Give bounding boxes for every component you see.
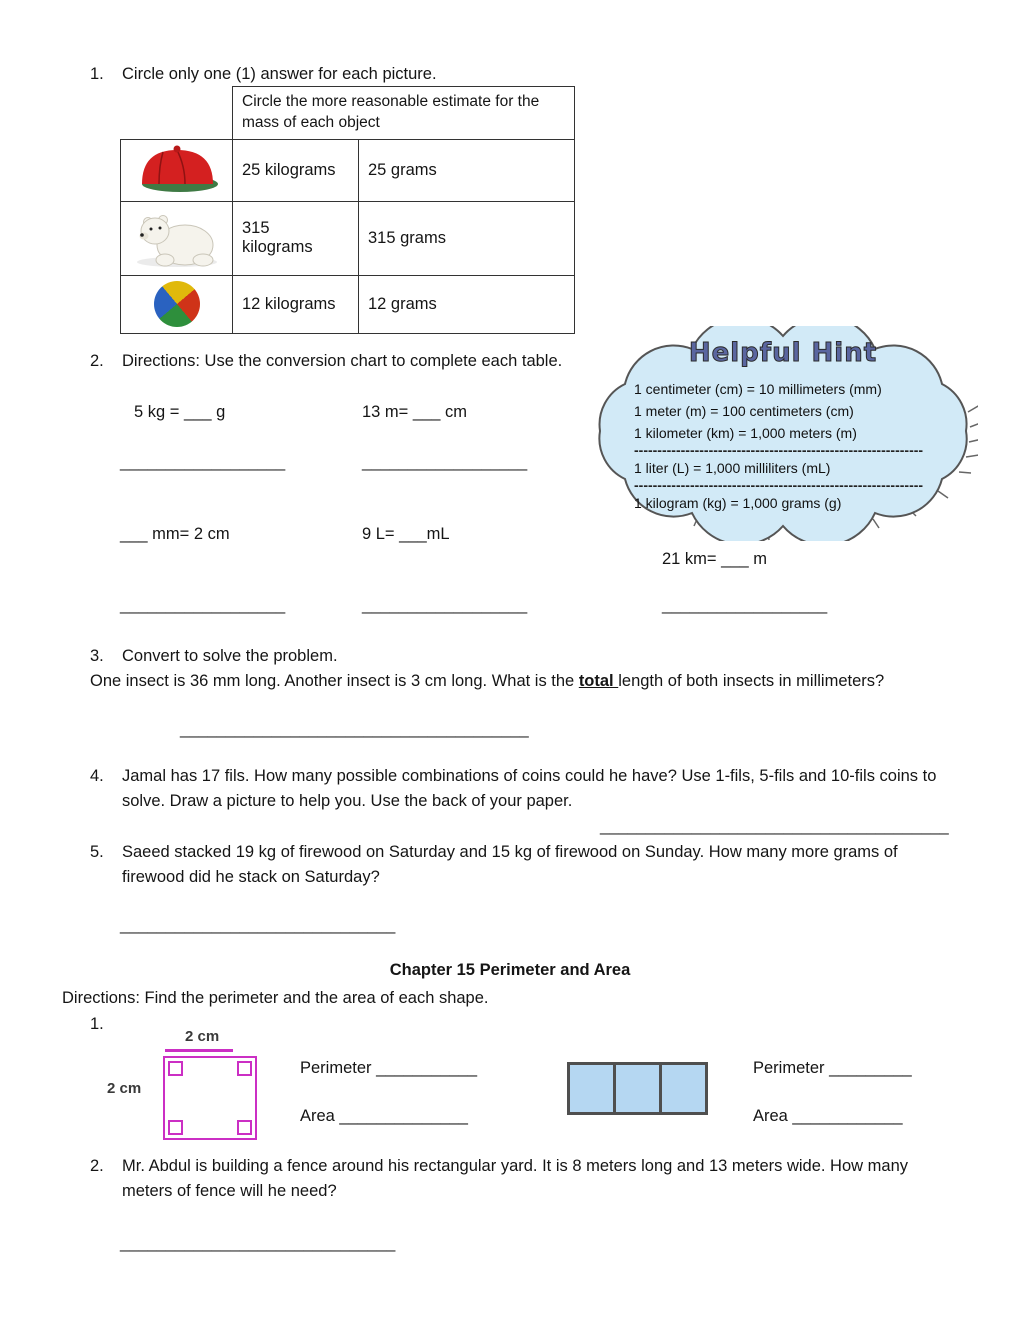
answer-blank: ______________________________________ (600, 817, 949, 835)
chapter-q2-number: 2. (90, 1157, 104, 1175)
corner-mark (237, 1061, 252, 1076)
question-1 (90, 62, 790, 87)
beach-ball-image (154, 281, 200, 327)
dashed-divider: -------------------------------------------------------------- (634, 444, 924, 457)
table-row (121, 139, 575, 201)
answer-blank: ______________________________ (120, 916, 396, 934)
chapter-directions: Directions: Find the perimeter and the area of each shape. (62, 989, 489, 1007)
helpful-hint-bubble (588, 326, 978, 541)
hint-conversion-list (634, 378, 946, 514)
chapter-item1-number: 1. (90, 1015, 104, 1033)
answer-blank: __________________ (662, 596, 828, 614)
table-image-cell (121, 139, 233, 201)
mass-option[interactable]: 25 kilograms (242, 160, 336, 179)
corner-mark (237, 1120, 252, 1135)
answer-blank: __________________ (362, 596, 528, 614)
mass-option[interactable]: 12 kilograms (242, 294, 336, 313)
hint-line: 1 kilometer (km) = 1,000 meters (m) (634, 425, 857, 441)
hint-line: 1 liter (L) = 1,000 milliliters (mL) (634, 460, 831, 476)
q2-number: 2. (90, 352, 104, 370)
conversion-eq-kg: 5 kg = ___ g (134, 403, 226, 421)
square-left-dimension: 2 cm (107, 1080, 142, 1097)
chapter-q2-text: Mr. Abdul is building a fence around his rectangular yard. It is 8 meters long and 13 meters wide. How many meters of fence will he need? (122, 1157, 908, 1200)
q5-text: Saeed stacked 19 kg of firewood on Saturday and 15 kg of firewood on Sunday. How many more grams of firewood did he stack on Saturday? (122, 843, 898, 886)
hint-title: Helpful Hint (688, 338, 878, 368)
chapter-question-2 (90, 1154, 956, 1204)
question-2 (90, 349, 578, 374)
q3-body (90, 669, 890, 694)
red-cap-image (133, 142, 221, 194)
area-label: Area ____________ (753, 1107, 903, 1125)
unit-square (613, 1062, 662, 1115)
hint-line: 1 meter (m) = 100 centimeters (cm) (634, 403, 854, 419)
hint-line: 1 kilogram (kg) = 1,000 grams (g) (634, 495, 842, 511)
answer-blank: ______________________________ (120, 1234, 396, 1252)
q5-number: 5. (90, 843, 104, 861)
mass-option[interactable]: 315 kilograms (242, 219, 313, 257)
table-row (121, 275, 575, 333)
q3-body-bold: total (578, 672, 619, 690)
q1-prompt: Circle only one (1) answer for each picture. (122, 65, 437, 83)
unit-square (659, 1062, 708, 1115)
table-empty-cell (121, 87, 233, 140)
square-shape (163, 1056, 257, 1140)
mass-estimate-table (120, 86, 575, 334)
answer-blank: __________________ (362, 453, 528, 471)
answer-blank: ______________________________________ (180, 720, 529, 738)
perimeter-label: Perimeter ___________ (300, 1059, 478, 1077)
polar-bear-image (131, 204, 223, 268)
q4-text: Jamal has 17 fils. How many possible combinations of coins could he have? Use 1-fils, 5-fils and 10-fils coins to solve. Draw a picture to help you. Use the back of your paper. (122, 767, 937, 810)
square-top-dimension: 2 cm (185, 1028, 220, 1045)
question-4 (90, 764, 956, 814)
answer-blank: __________________ (120, 596, 286, 614)
q2-prompt: Directions: Use the conversion chart to complete each table. (122, 352, 563, 370)
measure-line (165, 1049, 233, 1052)
option-cell[interactable] (359, 275, 575, 333)
option-cell[interactable] (359, 139, 575, 201)
conversion-eq-mm: ___ mm= 2 cm (120, 525, 230, 543)
mass-option[interactable]: 315 grams (368, 228, 446, 247)
option-cell[interactable] (233, 139, 359, 201)
question-3 (90, 644, 790, 669)
perimeter-label: Perimeter _________ (753, 1059, 912, 1077)
q1-number: 1. (90, 65, 104, 83)
table-header-cell: Circle the more reasonable estimate for the mass of each object (233, 87, 575, 140)
table-image-cell (121, 275, 233, 333)
chapter-title: Chapter 15 Perimeter and Area (389, 961, 631, 979)
q3-number: 3. (90, 647, 104, 665)
q4-number: 4. (90, 767, 104, 785)
q3-prompt: Convert to solve the problem. (122, 647, 338, 665)
q3-body-pre: One insect is 36 mm long. Another insect is 3 cm long. What is the (90, 672, 579, 690)
option-cell[interactable] (233, 275, 359, 333)
mass-option[interactable]: 25 grams (368, 160, 437, 179)
question-5 (90, 840, 966, 890)
q3-body-post: length of both insects in millimeters? (618, 672, 885, 690)
unit-square (567, 1062, 616, 1115)
corner-mark (168, 1061, 183, 1076)
conversion-eq-m: 13 m= ___ cm (362, 403, 468, 421)
dashed-divider: -------------------------------------------------------------- (634, 479, 924, 492)
answer-blank: __________________ (120, 453, 286, 471)
conversion-eq-km: 21 km= ___ m (662, 550, 768, 568)
table-image-cell (121, 201, 233, 275)
table-header-row (121, 87, 575, 140)
hint-line: 1 centimeter (cm) = 10 millimeters (mm) (634, 381, 882, 397)
mass-option[interactable]: 12 grams (368, 294, 437, 313)
table-row (121, 201, 575, 275)
rectangle-shape (567, 1062, 708, 1115)
option-cell[interactable] (359, 201, 575, 275)
conversion-eq-l: 9 L= ___mL (362, 525, 450, 543)
area-label: Area ______________ (300, 1107, 468, 1125)
option-cell[interactable] (233, 201, 359, 275)
corner-mark (168, 1120, 183, 1135)
